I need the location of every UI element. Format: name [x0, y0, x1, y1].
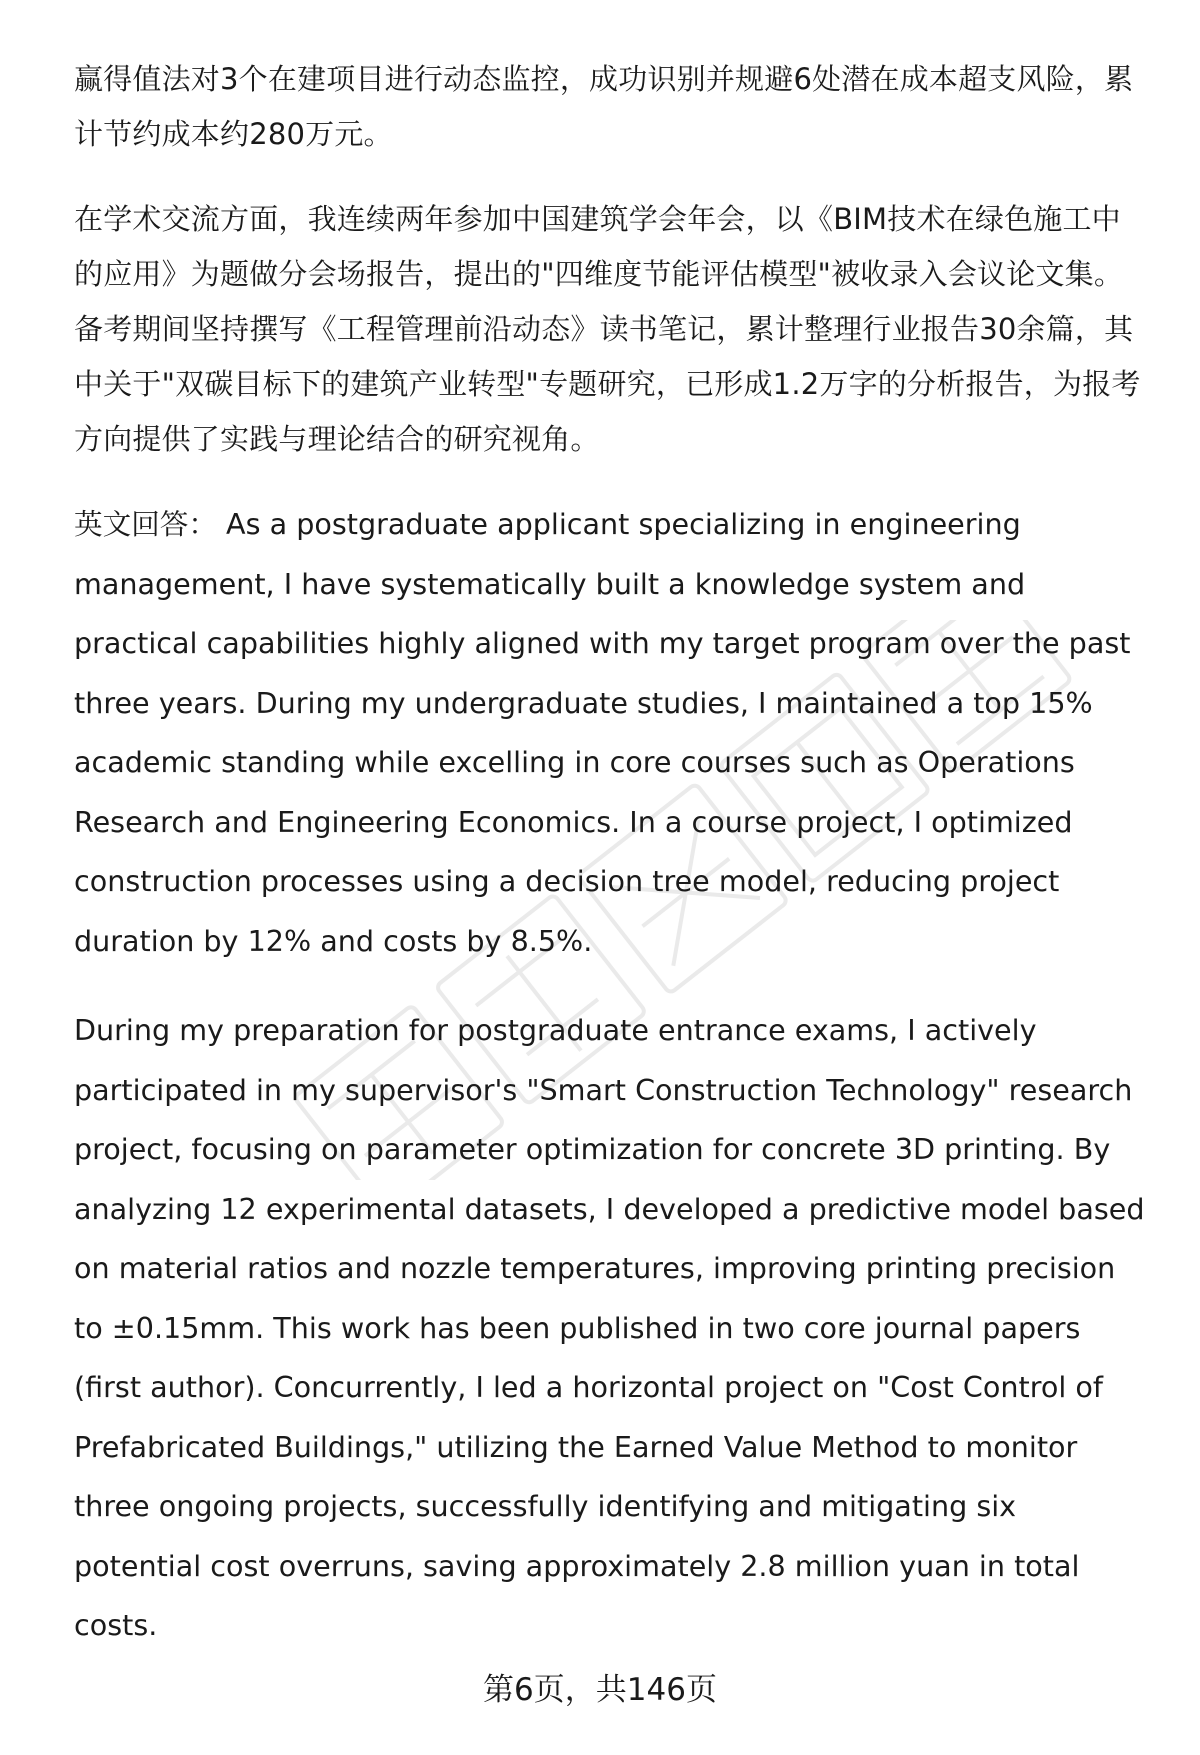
page-number-footer: 第6页，共146页 — [483, 1672, 717, 1708]
paragraph-cost-control-cn: 赢得值法对3个在建项目进行动态监控，成功识别并规避6处潜在成本超支风险，累计节约成本约280万元。 — [74, 62, 1134, 151]
document-body — [74, 52, 1146, 1656]
paragraph-academic-exchange-cn: 在学术交流方面，我连续两年参加中国建筑学会年会，以《BIM技术在绿色施工中的应用》为题做分会场报告，提出的"四维度节能评估模型"被收录入会议论文集。备考期间坚持撰写《工程管理前沿动态》读书笔记，累计整理行业报告30余篇，其中关于"双碳目标下的建筑产业转型"专题研究，已形成1.2万字的分析报告，为报考方向提供了实践与理论结合的研究视角。 — [74, 202, 1141, 456]
paragraph-english-research: During my preparation for postgraduate entrance exams, I actively participated in my supervisor's "Smart Construction Technology" research project, focusing on parameter optimization for concrete 3D printing. By analyzing 12 experimental datasets, I developed a predictive model based on material ratios and nozzle temperatures, improving printing precision to ±0.15mm. This work has been published in two core journal papers (first author). Concurrently, I led a horizontal project on "Cost Control of Prefabricated Buildings," utilizing the Earned Value Method to monitor three ongoing projects, successfully identifying and mitigating six potential cost overruns, saving approximately 2.8 million yuan in total costs. — [74, 1013, 1145, 1642]
paragraph-english-answer-intro: 英文回答： As a postgraduate applicant specializing in engineering management, I have systematically built a knowledge system and practical capabilities highly aligned with my target program over the past three years. During my undergraduate studies, I maintained a top 15% academic standing while excelling in core courses such as Operations Research and Engineering Economics. In a course project, I optimized construction processes using a decision tree model, reducing project duration by 12% and costs by 8.5%. — [74, 507, 1131, 958]
